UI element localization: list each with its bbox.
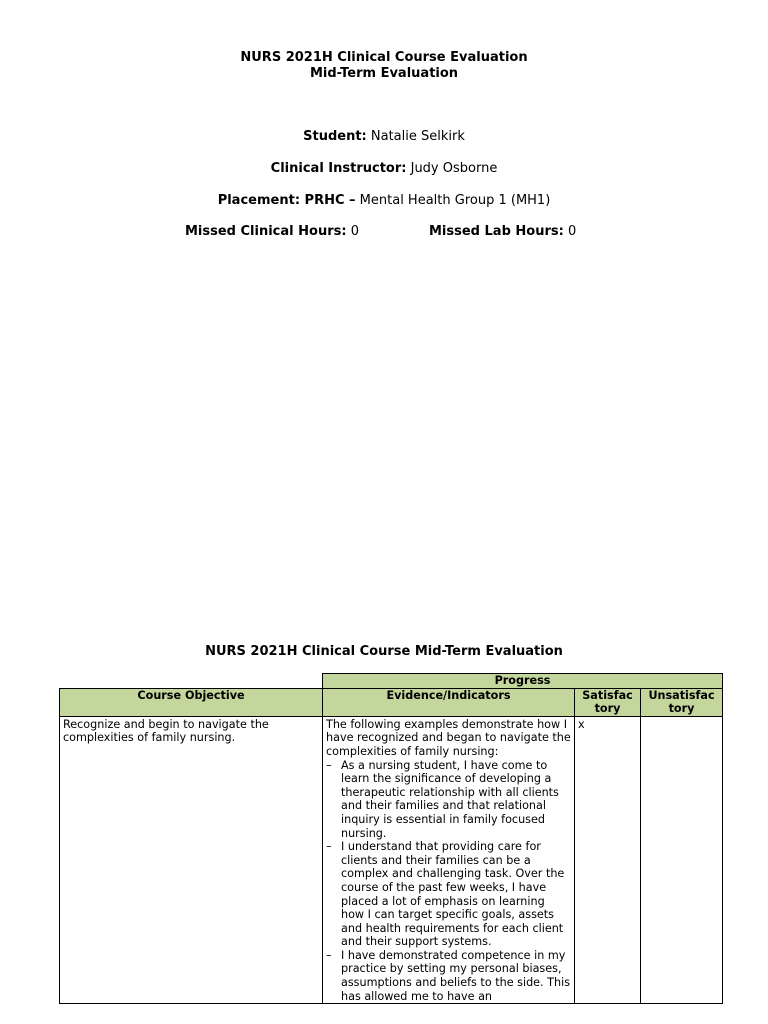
student-line <box>0 129 768 145</box>
evaluation-table <box>59 673 723 1004</box>
satisfactory-header: Satisfac tory <box>575 688 641 716</box>
table-title: NURS 2021H Clinical Course Mid-Term Evaluation <box>205 644 563 659</box>
placement-label: Placement: PRHC – <box>217 193 356 208</box>
placement-line <box>0 193 768 209</box>
blank-header-cell <box>60 674 323 689</box>
placement-value: Mental Health Group 1 (MH1) <box>359 193 551 208</box>
evidence-cell <box>323 716 575 1003</box>
evidence-list <box>326 759 571 1004</box>
table-row <box>60 716 723 1003</box>
student-value: Natalie Selkirk <box>370 129 465 144</box>
document-header <box>0 50 768 82</box>
unsatisfactory-cell <box>641 716 723 1003</box>
document-title: NURS 2021H Clinical Course Evaluation <box>240 50 528 65</box>
instructor-line <box>0 161 768 177</box>
missed-clinical-hours <box>185 224 359 240</box>
instructor-label: Clinical Instructor: <box>270 161 407 176</box>
column-header-row <box>60 688 723 716</box>
list-item: – As a nursing student, I have come to learn the significance of developing a therapeutic relationship with all clients and their families and that relational inquiry is essential in family focused nursing. <box>326 759 571 841</box>
course-objective-header: Course Objective <box>60 688 323 716</box>
evidence-indicators-header: Evidence/Indicators <box>323 688 575 716</box>
student-label: Student: <box>303 129 367 144</box>
missed-lab-label: Missed Lab Hours: <box>429 224 564 239</box>
missed-lab-hours <box>429 224 576 240</box>
evidence-intro: The following examples demonstrate how I have recognized and began to navigate the complexities of family nursing: <box>326 717 571 758</box>
list-item: – I have demonstrated competence in my practice by setting my personal biases, assumptions and beliefs to the side. This has allowed me to have an <box>326 949 571 1003</box>
list-item: – I understand that providing care for clients and their families can be a complex and challenging task. Over the course of the past few weeks, I have placed a lot of emphasis on learning how I can target specific goals, assets and health requirements for each client and their support systems. <box>326 840 571 949</box>
instructor-value: Judy Osborne <box>410 161 498 176</box>
objective-cell: Recognize and begin to navigate the complexities of family nursing. <box>60 716 323 1003</box>
unsatisfactory-header: Unsatisfac tory <box>641 688 723 716</box>
document-subtitle: Mid-Term Evaluation <box>309 66 459 81</box>
missed-clinical-label: Missed Clinical Hours: <box>185 224 347 239</box>
progress-header-row <box>60 674 723 689</box>
satisfactory-cell: x <box>575 716 641 1003</box>
missed-lab-value: 0 <box>567 224 577 239</box>
progress-header: Progress <box>323 674 723 689</box>
missed-clinical-value: 0 <box>350 224 359 239</box>
